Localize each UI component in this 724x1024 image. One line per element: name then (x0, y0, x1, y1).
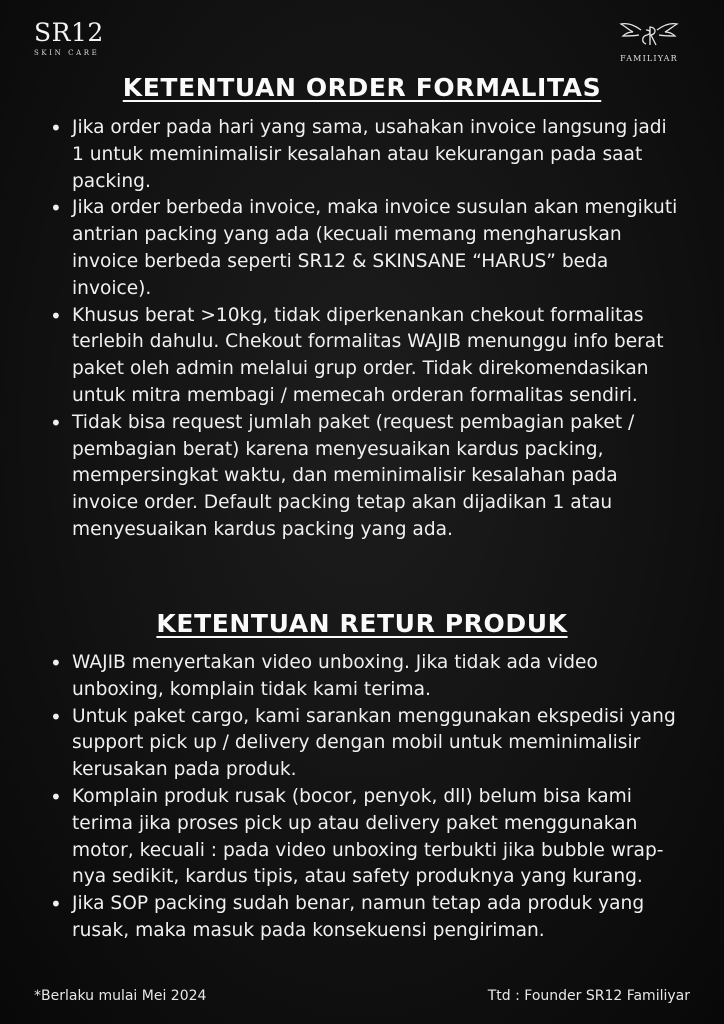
validity-note: *Berlaku mulai Mei 2024 (34, 988, 207, 1004)
winged-emblem-icon (619, 18, 679, 52)
list-item: • Jika SOP packing sudah benar, namun tetap ada produk yang rusak, maka masuk pada konsekuensi pengiriman. (48, 891, 684, 945)
retur-produk-list (48, 650, 684, 945)
list-item: • Tidak bisa request jumlah paket (request pembagian paket / pembagian berat) karena menyesuaikan kardus packing, mempersingkat waktu, dan meminimalisir kesalahan pada invoice order. Default packing tetap akan dijadikan 1 atau menyesuaikan kardus packing yang ada. (48, 410, 684, 544)
order-formalitas-list (48, 115, 684, 544)
list-item: • Komplain produk rusak (bocor, penyok, dll) belum bisa kami terima jika proses pick up atau delivery paket menggunakan motor, kecuali : pada video unboxing terbukti jika bubble wrap-nya sedikit, kardus tipis, atau safety produknya yang kurang. (48, 784, 684, 891)
signature-line: Ttd : Founder SR12 Familiyar (487, 988, 690, 1004)
sr12-skincare-logo (34, 20, 114, 57)
brand-logo-subtitle: SKIN CARE (34, 49, 100, 57)
familiyar-logo-text: FAMILIYAR (620, 54, 678, 63)
familiyar-logo (614, 18, 684, 63)
section-title-order-formalitas: KETENTUAN ORDER FORMALITAS (122, 73, 602, 102)
list-item: • Jika order berbeda invoice, maka invoice susulan akan mengikuti antrian packing yang ada (kecuali memang mengharuskan invoice berbeda seperti SR12 & SKINSANE “HARUS” beda invoice). (48, 195, 684, 302)
section-title-retur-produk: KETENTUAN RETUR PRODUK (156, 609, 568, 638)
list-item: • Jika order pada hari yang sama, usahakan invoice langsung jadi 1 untuk meminimalisir kesalahan atau kekurangan pada saat packing. (48, 115, 684, 195)
list-item: • Untuk paket cargo, kami sarankan menggunakan ekspedisi yang support pick up / delivery dengan mobil untuk meminimalisir kerusakan pada produk. (48, 704, 684, 784)
list-item: • Khusus berat >10kg, tidak diperkenankan chekout formalitas terlebih dahulu. Chekout formalitas WAJIB menunggu info berat paket oleh admin melalui grup order. Tidak direkomendasikan untuk mitra membagi / memecah orderan formalitas sendiri. (48, 303, 684, 410)
brand-logo-text: SR12 (34, 18, 104, 47)
list-item: • WAJIB menyertakan video unboxing. Jika tidak ada video unboxing, komplain tidak kami terima. (48, 650, 684, 704)
